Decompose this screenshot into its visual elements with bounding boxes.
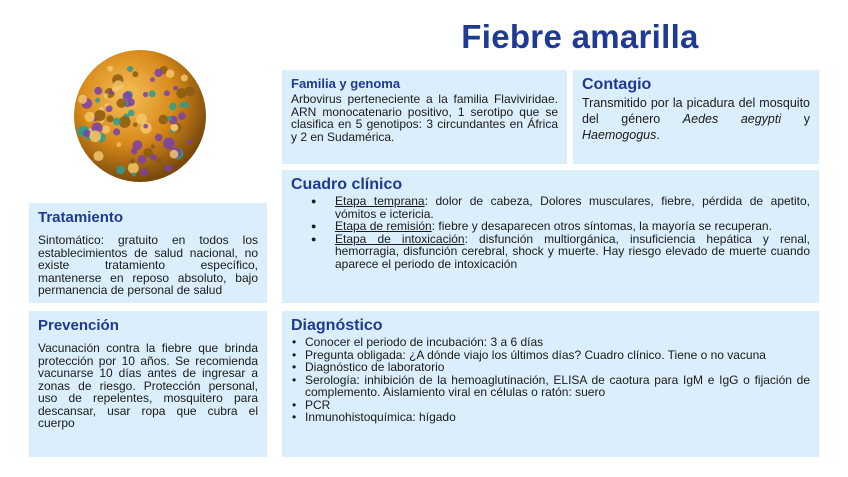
familia-genoma-box: [282, 70, 567, 164]
virus-surface-spot: [106, 115, 113, 122]
virus-surface-spot: [131, 148, 138, 155]
virus-surface-spot: [140, 168, 148, 176]
virus-surface-spot: [95, 98, 100, 103]
virus-surface-spot: [130, 159, 135, 164]
list-item: ● Etapa temprana: dolor de cabeza, Dolores musculares, fiebre, pérdida de apetito, vómitos e ictericia.: [291, 195, 810, 220]
genus-haemogogus: Haemogogus: [582, 128, 657, 142]
virus-surface-spot: [169, 103, 177, 111]
contagio-text: Transmitido por la picadura del mosquito del género Aedes aegypti y Haemogogus.: [582, 96, 810, 142]
virus-surface-spot: [143, 92, 148, 97]
virus-surface-spot: [149, 90, 156, 97]
familia-heading: Familia y genoma: [291, 76, 401, 91]
virus-surface-spot: [150, 154, 157, 161]
virus-surface-spot: [112, 86, 118, 92]
page-title: Fiebre amarilla: [461, 18, 699, 55]
virus-surface-spot: [170, 124, 177, 131]
virus-surface-spot: [143, 124, 148, 129]
virus-surface-spot: [102, 126, 110, 134]
list-item: ● Etapa de intoxicación: disfunción multiorgánica, insuficiencia hepática y renal, hemorragia, disfunción cerebral, shock y muerte. Hay riesgo elevado de muerte cuando aparece el periodo de intoxicación: [291, 233, 810, 271]
virus-surface-spot: [178, 112, 186, 120]
virus-surface-spot: [181, 74, 188, 81]
cuadro-clinico-box: [282, 170, 819, 303]
contagio-heading: Contagio: [582, 76, 652, 93]
virus-surface-spot: [85, 112, 95, 122]
virus-surface-spot: [151, 144, 155, 148]
contagio-box: [573, 70, 819, 164]
virus-surface-spot: [154, 69, 162, 77]
virus-surface-spot: [116, 165, 125, 174]
prevencion-heading: Prevención: [38, 317, 119, 334]
virus-surface-spot: [164, 90, 170, 96]
list-item: ● Etapa de remisión: fiebre y desaparecen otros síntomas, la mayoría se recuperan.: [291, 220, 810, 233]
virus-surface-spot: [150, 77, 155, 82]
prevencion-box: [29, 311, 267, 457]
virus-surface-spot: [107, 66, 113, 72]
virus-surface-spot: [182, 101, 189, 108]
list-item: • Pregunta obligada: ¿A dónde viajo los últimos días? Cuadro clínico. Tiene o no vacuna: [291, 349, 810, 362]
virus-surface-spot: [166, 69, 175, 78]
virus-surface-spot: [167, 116, 172, 121]
virus-surface-spot: [165, 164, 173, 172]
virus-surface-spot: [94, 151, 104, 161]
list-item: • Serología: inhibición de la hemoaglutinación, ELISA de caotura para IgM e IgG o fijación de complemento. Aislamiento viral en células o ratón: suero: [291, 374, 810, 399]
virus-surface-spot: [170, 150, 179, 159]
virus-surface-spot: [94, 87, 102, 95]
virus-surface-spot: [103, 93, 108, 98]
virus-surface-spot: [133, 122, 137, 126]
virus-surface-spot: [94, 110, 105, 121]
virus-surface-spot: [117, 142, 122, 147]
list-item: • Diagnóstico de laboratorio: [291, 361, 810, 374]
diagnostico-heading: Diagnóstico: [291, 317, 383, 334]
list-item: • PCR: [291, 399, 810, 412]
virus-surface-spot: [157, 158, 163, 164]
virus-surface-spot: [127, 66, 133, 72]
diagnostico-box: [282, 311, 819, 457]
virus-surface-spot: [89, 130, 101, 142]
virus-surface-spot: [185, 86, 195, 96]
familia-text: Arbovirus perteneciente a la familia Flaviviridae. ARN monocatenario positivo, 1 serotipo que se clasifica en 5 genotipos: 3 circundantes en África y 2 en Sudamérica.: [291, 92, 558, 144]
list-item: • Inmunohistoquímica: hígado: [291, 411, 810, 424]
virus-surface-spot: [78, 95, 87, 104]
virus-surface-spot: [106, 105, 113, 112]
virus-surface-spot: [113, 118, 121, 126]
cuadro-heading: Cuadro clínico: [291, 176, 403, 193]
genus-aedes: Aedes aegypti: [682, 112, 782, 126]
virus-surface-spot: [155, 134, 163, 142]
tratamiento-heading: Tratamiento: [38, 209, 124, 226]
virus-surface-spot: [173, 86, 178, 91]
virus-surface-spot: [138, 155, 147, 164]
virus-particle-icon: [50, 30, 230, 200]
virus-surface-spot: [163, 138, 175, 150]
virus-surface-spot: [176, 88, 186, 98]
virus-surface-spot: [136, 113, 147, 124]
virus-surface-spot: [128, 163, 139, 174]
prevencion-text: Vacunación contra la fiebre que brinda protección por 10 años. Se recomienda vacunarse 10 días antes de ingresar a zonas de riesgo. Protección personal, uso de repelentes, mosquitero para descansar, usar ropa que cubra el cuerpo: [38, 341, 258, 430]
virus-surface-spot: [117, 98, 126, 107]
list-item: • Conocer el periodo de incubación: 3 a 6 días: [291, 336, 810, 349]
tratamiento-text: Sintomático: gratuito en todos los establecimientos de salud nacional, no existe tratamiento específico, mantenerse en reposo absoluto, bajo permanencia de personal de salud: [38, 233, 258, 297]
virus-surface-spot: [158, 115, 168, 125]
tratamiento-box: [29, 203, 267, 303]
virus-surface-spot: [132, 71, 138, 77]
virus-surface-spot: [113, 128, 120, 135]
virus-surface-spot: [187, 140, 192, 145]
virus-surface-spot: [132, 172, 136, 176]
